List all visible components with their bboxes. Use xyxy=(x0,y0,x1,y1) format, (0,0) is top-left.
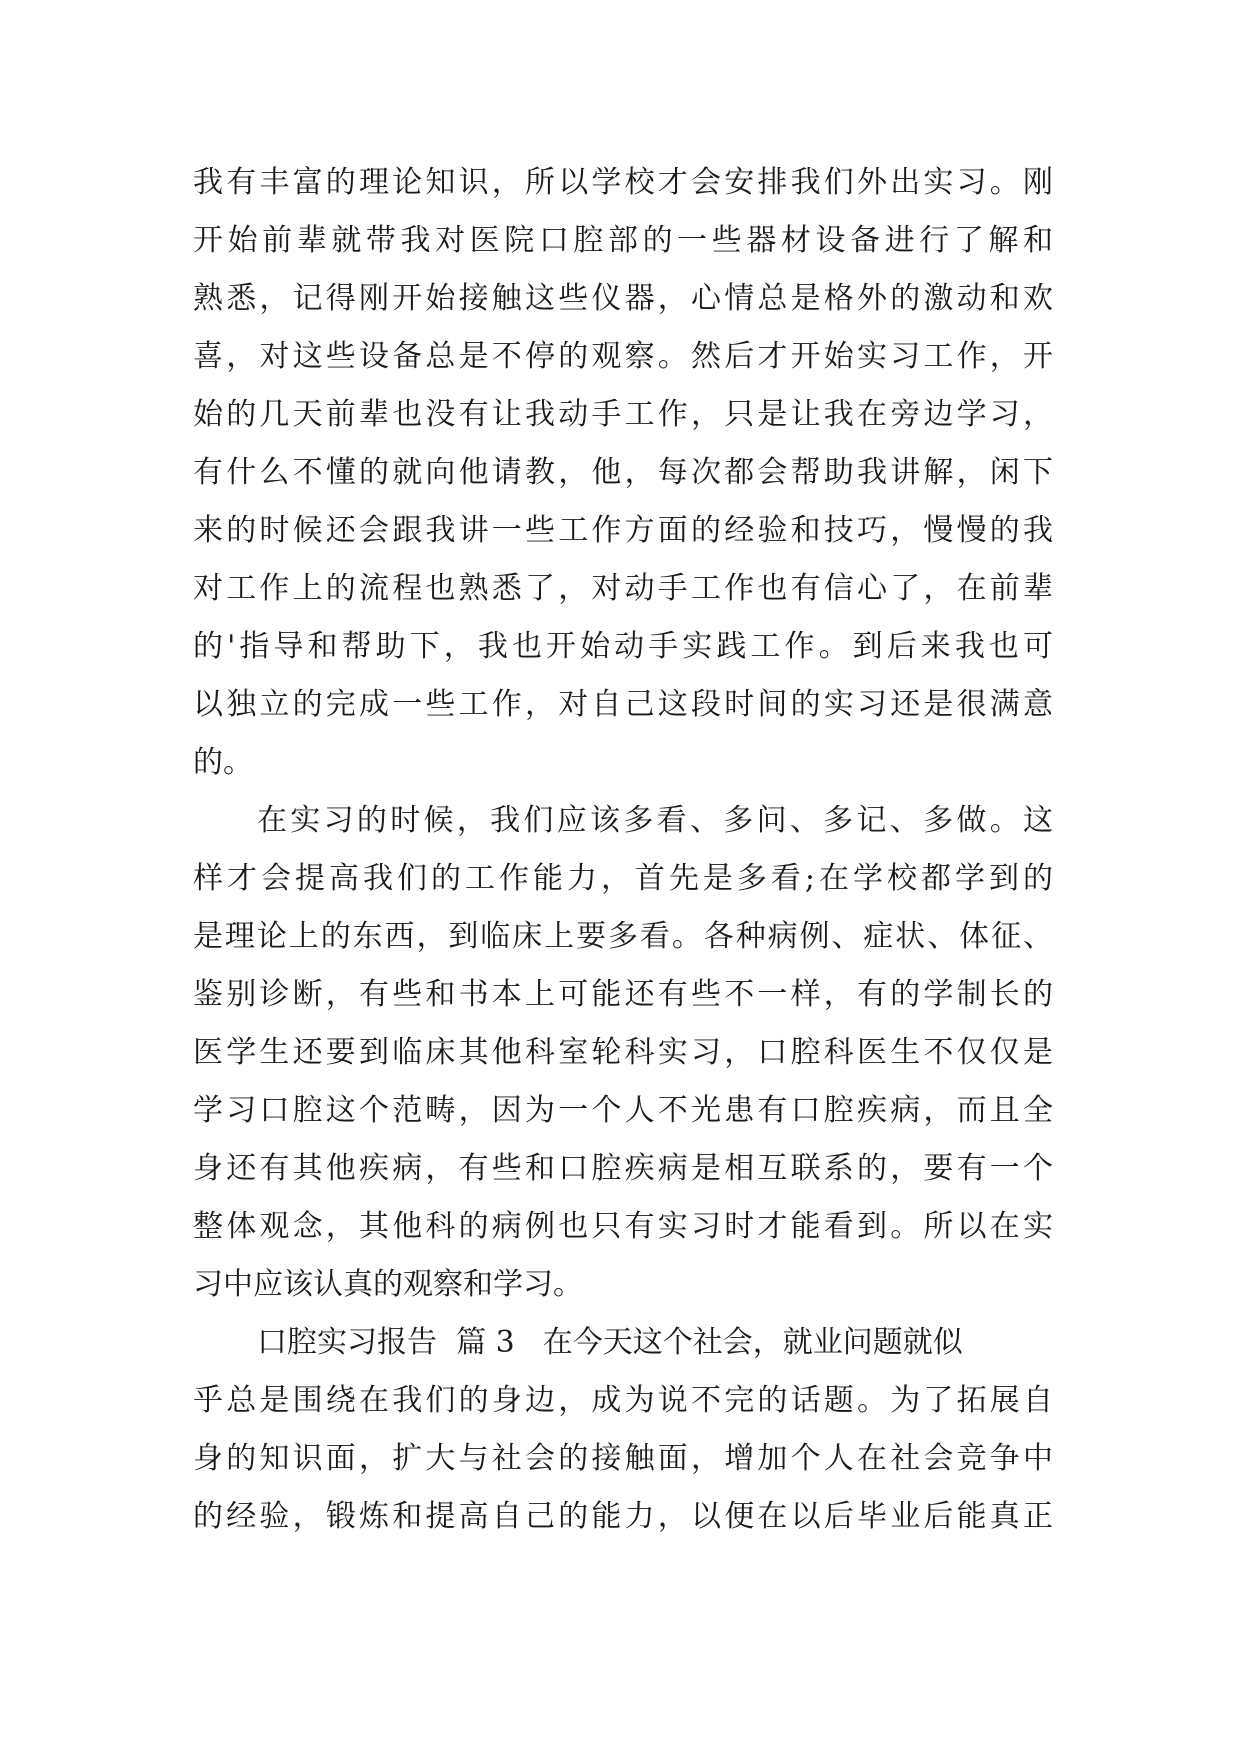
text-line: 我有丰富的理论知识，所以学校才会安排我们外出实习。刚 xyxy=(193,165,1053,200)
text-line: 身的知识面，扩大与社会的接触面，增加个人在社会竞争中 xyxy=(193,1441,1053,1476)
text-line: 来的时候还会跟我讲一些工作方面的经验和技巧，慢慢的我 xyxy=(193,513,1053,548)
text-line: 开始前辈就带我对医院口腔部的一些器材设备进行了解和 xyxy=(193,223,1053,258)
text-line: 学习口腔这个范畴，因为一个人不光患有口腔疾病，而且全 xyxy=(193,1093,1053,1128)
document-body xyxy=(193,154,1053,1546)
text-line: 整体观念，其他科的病例也只有实习时才能看到。所以在实 xyxy=(193,1209,1053,1244)
section-heading-line xyxy=(193,1314,1053,1372)
text-line: 医学生还要到临床其他科室轮科实习，口腔科医生不仅仅是 xyxy=(193,1035,1053,1070)
text-line: 的'指导和帮助下，我也开始动手实践工作。到后来我也可 xyxy=(193,629,1053,664)
text-line: 样才会提高我们的工作能力，首先是多看;在学校都学到的 xyxy=(193,861,1053,896)
section-heading: 口腔实习报告 篇 3 xyxy=(257,1325,515,1360)
text-line: 的经验，锻炼和提高自己的能力，以便在以后毕业后能真正 xyxy=(193,1499,1053,1534)
text-line: 身还有其他疾病，有些和口腔疾病是相互联系的，要有一个 xyxy=(193,1151,1053,1186)
text-line: 喜，对这些设备总是不停的观察。然后才开始实习工作，开 xyxy=(193,339,1053,374)
text-line: 有什么不懂的就向他请教，他，每次都会帮助我讲解，闲下 xyxy=(193,455,1053,490)
text-line: 以独立的完成一些工作，对自己这段时间的实习还是很满意 xyxy=(193,687,1053,722)
paragraph-first-line: 在实习的时候，我们应该多看、多问、多记、多做。这 xyxy=(257,803,1053,838)
text-line: 对工作上的流程也熟悉了，对动手工作也有信心了，在前辈 xyxy=(193,571,1053,606)
text-line: 是理论上的东西，到临床上要多看。各种病例、症状、体征、 xyxy=(193,919,1053,954)
text-line: 熟悉，记得刚开始接触这些仪器，心情总是格外的激动和欢 xyxy=(193,281,1053,316)
text-line: 的。 xyxy=(193,745,253,780)
text-line: 在今天这个社会，就业问题就似 xyxy=(542,1325,963,1360)
text-line: 乎总是围绕在我们的身边，成为说不完的话题。为了拓展自 xyxy=(193,1383,1053,1418)
text-line: 始的几天前辈也没有让我动手工作，只是让我在旁边学习， xyxy=(193,397,1053,432)
text-line: 鉴别诊断，有些和书本上可能还有些不一样，有的学制长的 xyxy=(193,977,1053,1012)
text-line: 习中应该认真的观察和学习。 xyxy=(193,1267,583,1302)
